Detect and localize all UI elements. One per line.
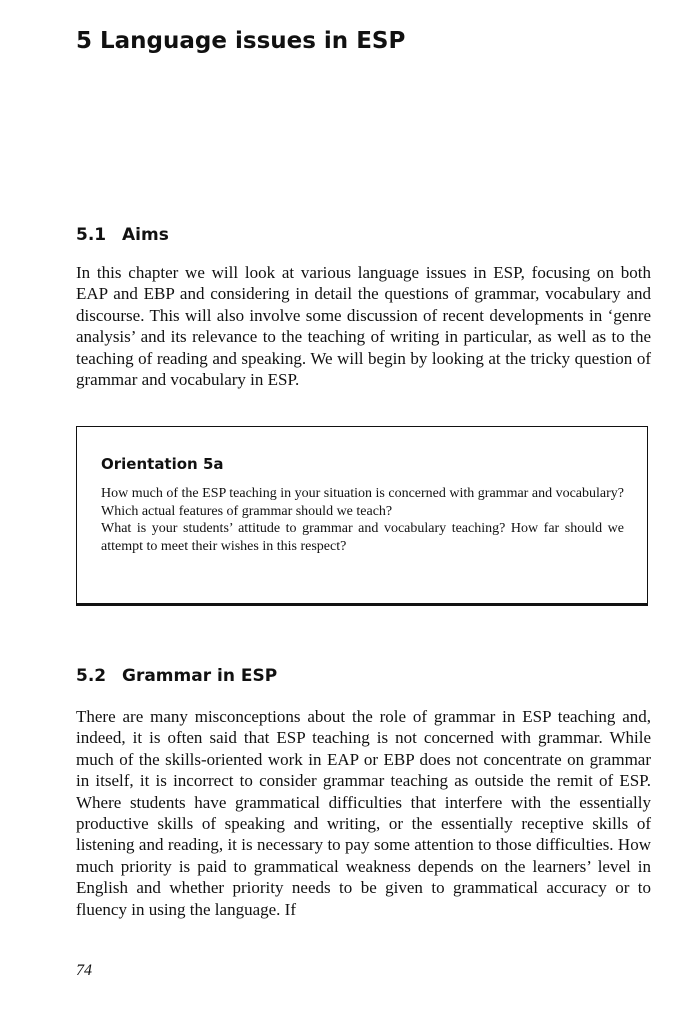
section-number: 5.1	[76, 225, 107, 245]
orientation-question: How much of the ESP teaching in your situation is concerned with grammar and vocabulary? Which actual features of grammar should we teach?	[101, 486, 624, 519]
section-heading-grammar	[76, 666, 277, 686]
orientation-question: What is your students’ attitude to grammar and vocabulary teaching? How far should we attempt to meet their wishes in this respect?	[101, 521, 624, 554]
orientation-title: Orientation 5a	[101, 455, 224, 473]
orientation-questions	[101, 485, 624, 555]
section-number: 5.2	[76, 666, 107, 686]
orientation-box	[76, 426, 648, 606]
section-heading-aims	[76, 225, 169, 245]
section-title: Grammar in ESP	[122, 666, 278, 686]
grammar-paragraph: There are many misconceptions about the role of grammar in ESP teaching and, indeed, it is often said that ESP teaching is not concerned with grammar. While much of the skills-oriented work in EAP or EBP does not concentrate on grammar in itself, it is incorrect to consider grammar teaching as outside the remit of ESP. Where students have grammatical difficulties that interfere with the essentially productive skills of speaking and writing, or the essentially receptive skills of listening and reading, it is necessary to pay some attention to those difficulties. How much priority is paid to grammatical weakness depends on the learners’ level in English and whether priority needs to be given to grammatical accuracy or to fluency in using the language. If	[76, 707, 651, 919]
section-title: Aims	[122, 225, 169, 245]
aims-paragraph: In this chapter we will look at various language issues in ESP, focusing on both EAP and EBP and considering in detail the questions of grammar, vocabulary and discourse. This will also involve some discussion of recent developments in ‘genre analysis’ and its relevance to the teaching of writing in particular, as well as to the teaching of reading and speaking. We will begin by looking at the tricky question of grammar and vocabulary in ESP.	[76, 263, 651, 390]
page-number: 74	[76, 962, 92, 979]
chapter-title: 5 Language issues in ESP	[76, 28, 406, 54]
